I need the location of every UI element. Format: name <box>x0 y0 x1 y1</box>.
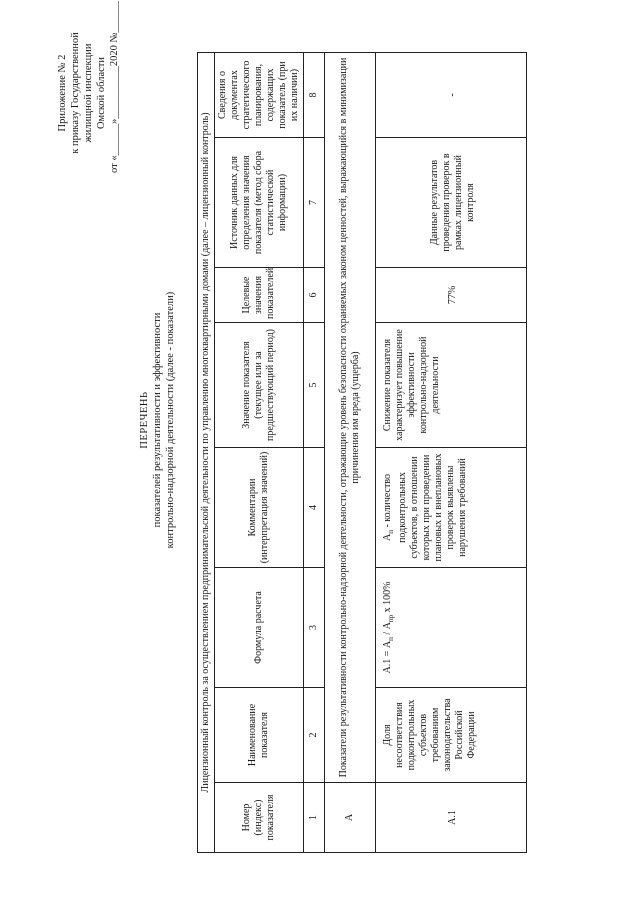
indicator-formula <box>376 568 527 688</box>
column-number: 7 <box>304 138 325 268</box>
comment-subscript: п <box>387 530 395 534</box>
column-number: 8 <box>304 53 325 138</box>
column-number: 1 <box>304 783 325 853</box>
formula-part: А.1 = А <box>382 640 393 674</box>
indicators-table <box>197 52 527 853</box>
document-subtitle: контрольно-надзорной деятельности (далее - показатели) <box>165 291 176 549</box>
date-mid: » <box>109 118 120 124</box>
group-title: Показатели результативности контрольно-надзорной деятельности, отражающие уровень безопасности охраняемых законом ценностей, выражающийся в минимизации причинения им вреда (ущерба) <box>325 53 376 783</box>
indicator-source: Данные результатов проведения проверок в рамках лицензионный контроля <box>376 138 527 268</box>
comment-part: - количество подконтрольных субъектов, в отношении которых при проведении плановых и внеплановых проверок выявлены нарушения требований <box>382 453 468 562</box>
appendix-line: Приложение № 2 <box>57 54 68 132</box>
appendix-date-line: от «______»__________2020 №______ <box>109 1 120 173</box>
header-cell: Комментарии (интерпретация значений) <box>215 448 304 568</box>
header-cell: Наименование показателя <box>215 688 304 783</box>
column-number: 2 <box>304 688 325 783</box>
indicator-target: 77% <box>376 268 527 323</box>
comment-part: А <box>382 533 393 542</box>
appendix-line: Омской области <box>96 56 107 130</box>
group-label: А <box>325 783 376 853</box>
header-cell: Источник данных для определения значения показателя (метод сбора статистической информации) <box>215 138 304 268</box>
table-row <box>376 53 527 853</box>
document-title: ПЕРЕЧЕНЬ <box>139 391 150 449</box>
column-number: 5 <box>304 323 325 448</box>
column-number: 6 <box>304 268 325 323</box>
indicator-index: А.1 <box>376 783 527 853</box>
appendix-line: жилищной инспекции <box>83 43 94 143</box>
indicator-comment <box>376 448 527 568</box>
date-suffix: 2020 № <box>109 32 120 67</box>
section-title: Лицензионный контроль за осуществлением предпринимательской деятельности по управлению многоквартирными домами (далее – лицензионный контроль) <box>198 53 215 853</box>
date-prefix: от « <box>109 155 120 173</box>
appendix-header <box>56 1 121 173</box>
appendix-line: к приказу Государственной <box>70 32 81 154</box>
formula-subscript: пр <box>387 614 395 623</box>
header-cell: Формула расчета <box>215 568 304 688</box>
document-heading <box>138 185 177 655</box>
header-cell: Номер (индекс) показателя <box>215 783 304 853</box>
column-number: 3 <box>304 568 325 688</box>
formula-subscript: п <box>387 637 395 641</box>
column-number: 4 <box>304 448 325 568</box>
header-cell: Сведения о документах стратегического планирования, содержащих показатель (при их наличии) <box>215 53 304 138</box>
indicator-name: Доля несоответствия подконтрольных субъектов требованиям законодательства Российской Федерации <box>376 688 527 783</box>
formula-part: / А <box>382 622 393 638</box>
formula-part: х 100% <box>382 581 393 615</box>
header-cell: Значение показателя (текущее или за предшествующий период) <box>215 323 304 448</box>
document-subtitle: показателей результативности и эффективности <box>152 312 163 528</box>
header-cell: Целевые значения показателей <box>215 268 304 323</box>
indicator-value: Снижение показателя характеризует повышение эффективности контрольно-надзорной деятельности <box>376 323 527 448</box>
indicator-docs: - <box>376 53 527 138</box>
